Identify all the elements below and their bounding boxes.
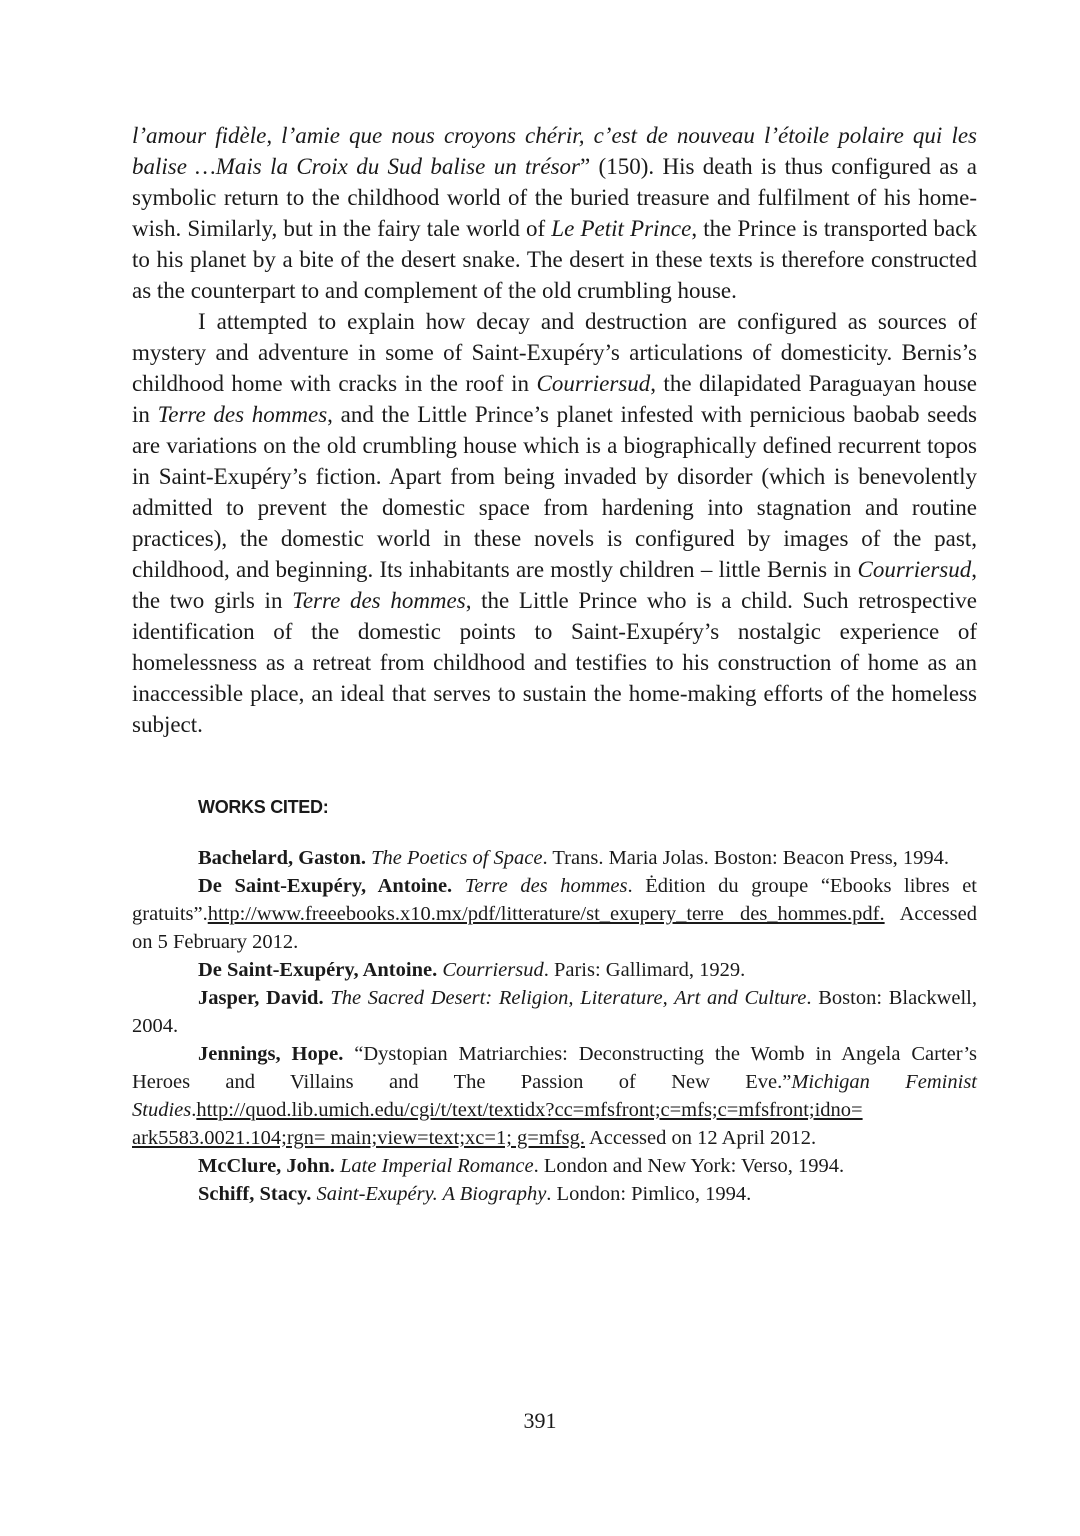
text: , the dilapidated Paraguayan house in: [132, 371, 977, 427]
page-content: [132, 120, 977, 1208]
text: , the two girls in: [132, 557, 977, 613]
page-number: 391: [523, 1408, 557, 1433]
ref-article-title: “Dystopian Matriarchies: Deconstructing the Womb in Angela Carter’s Heroes and Villains and The Passion of New Eve.”: [132, 1043, 978, 1093]
ref-author: Schiff, Stacy.: [198, 1183, 312, 1205]
title-italic: Le Petit Prince: [551, 216, 692, 241]
ref-details: . Trans. Maria Jolas. Boston: Beacon Press, 1994.: [542, 847, 950, 869]
ref-details: . Ėdition du groupe “Ebooks libres et gratuits”.: [132, 875, 977, 925]
ref-link[interactable]: http://www.freeebooks.x10.mx/pdf/litterature/st_exupery_terre des_hommes.pdf.: [207, 903, 885, 925]
title-italic: Courriersud: [857, 557, 972, 582]
works-cited-heading: WORKS CITED:: [198, 797, 329, 817]
body-paragraph-1: [132, 120, 977, 306]
text: , the Prince is transported back to his planet by a bite of the desert snake. The desert in these texts is therefore constructed as the counterpart to and complement of the old crumbling house.: [132, 216, 977, 303]
ref-link[interactable]: http://quod.lib.umich.edu/cgi/t/text/textidx?cc=mfsfront;c=mfs;c=mfsfront;idno= ark5583.0021.104;rgn= main;view=text;xc=1; g=mfsg.: [132, 1099, 863, 1149]
text: , and the Little Prince’s planet infested with pernicious baobab seeds are variations on the old crumbling house which is a biographically defined recurrent topos in Saint-Exupéry’s fiction. Apart from being invaded by disorder (which is benevolently admitted to prevent the domestic space from hardening into stagnation and routine practices), the domestic world in these novels is configured by images of the past, childhood, and beginning. Its inhabitants are mostly children – little Bernis in: [132, 402, 978, 582]
ref-author: Jennings, Hope.: [198, 1043, 344, 1065]
ref-title: Late Imperial Romance: [339, 1155, 534, 1177]
ref-title: Michigan Feminist Studies: [132, 1071, 977, 1121]
title-italic: Courriersud: [536, 371, 651, 396]
ref-accessed: Accessed on 5 February 2012.: [132, 903, 978, 953]
reference-item: [132, 1180, 977, 1208]
body-paragraph-2: [132, 306, 977, 740]
ref-accessed: Accessed on 12 April 2012.: [584, 1127, 817, 1149]
title-italic: Terre des hommes: [157, 402, 328, 427]
reference-item: [132, 984, 977, 1040]
ref-title: The Sacred Desert: Religion, Literature, Art and Culture: [330, 987, 807, 1009]
ref-author: Jasper, David.: [198, 987, 324, 1009]
text: , the Little Prince who is a child. Such retrospective identification of the domestic points to Saint-Exupéry’s nostalgic experience of homelessness as a retreat from childhood and testifies to his construction of home as an inaccessible place, an ideal that serves to sustain the home-making efforts of the homeless subject.: [132, 588, 977, 737]
reference-item: [132, 872, 977, 956]
ref-author: Bachelard, Gaston.: [198, 847, 366, 869]
ref-title: Saint-Exupéry. A Biography: [316, 1183, 547, 1205]
reference-item: [132, 956, 977, 984]
ref-author: McClure, John.: [198, 1155, 335, 1177]
text: ” (150). His death is thus configured as a symbolic return to the childhood world of the buried treasure and fulfilment of his home-wish. Similarly, but in the fairy tale world of: [132, 154, 977, 241]
title-italic: Terre des hommes: [292, 588, 466, 613]
ref-author: De Saint-Exupéry, Antoine.: [198, 875, 453, 897]
reference-item: [132, 1152, 977, 1180]
ref-details: . Boston: Blackwell, 2004.: [132, 987, 977, 1037]
ref-title: Terre des hommes: [464, 875, 628, 897]
ref-author: De Saint-Exupéry, Antoine.: [198, 959, 438, 981]
ref-details: . London: Pimlico, 1994.: [546, 1183, 752, 1205]
reference-item: [132, 844, 977, 872]
ref-details: .: [191, 1099, 197, 1121]
ref-title: Courriersud: [442, 959, 544, 981]
text: I attempted to explain how decay and destruction are configured as sources of mystery and adventure in some of Saint-Exupéry’s articulations of domesticity. Bernis’s childhood home with cracks in the roof in: [132, 309, 977, 396]
ref-details: . Paris: Gallimard, 1929.: [543, 959, 746, 981]
reference-item: [132, 1040, 977, 1152]
ref-details: . London and New York: Verso, 1994.: [533, 1155, 845, 1177]
reference-list: [132, 844, 977, 1208]
quote-italic: l’amour fidèle, l’amie que nous croyons chérir, c’est de nouveau l’étoile polaire qui les balise …Mais la Croix du Sud balise un trésor: [132, 123, 977, 179]
ref-title: The Poetics of Space: [371, 847, 543, 869]
